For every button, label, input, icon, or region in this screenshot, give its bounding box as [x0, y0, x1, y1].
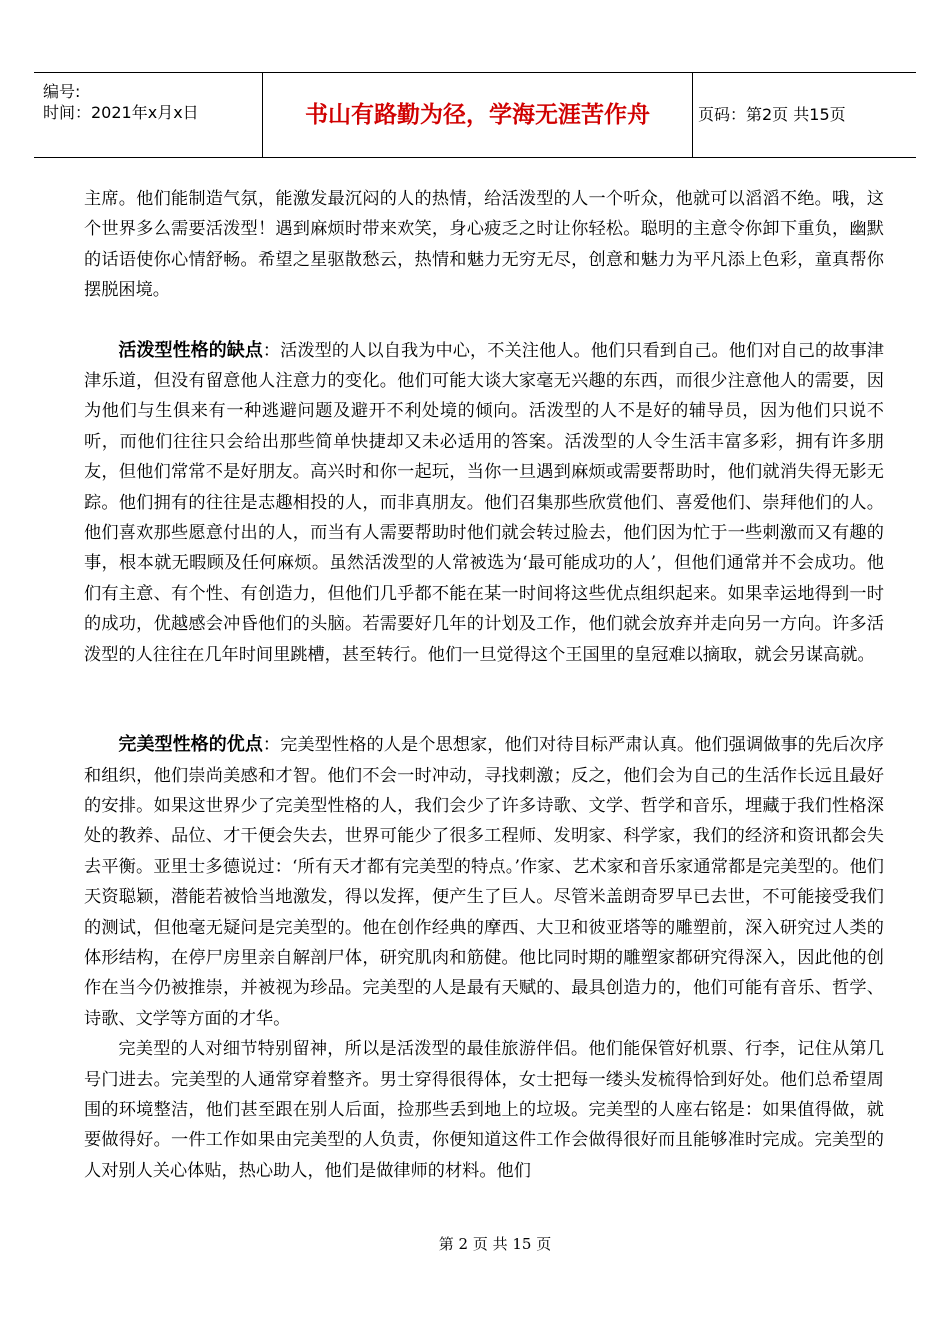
document-body [84, 184, 884, 1186]
section-heading-sanguine-weaknesses: 活泼型性格的缺点 [118, 339, 263, 361]
section-heading-melancholy-strengths: 完美型性格的优点 [118, 734, 263, 756]
paragraph-melancholy-strengths [84, 730, 884, 1034]
page-footer: 第 2 页 共 15 页 [438, 1235, 552, 1253]
document-time-label: 时间：2021年x月x日 [43, 103, 199, 122]
document-header [34, 72, 916, 158]
document-number-label: 编号: [43, 82, 81, 101]
paragraph-intro: 主席。他们能制造气氛，能激发最沉闷的人的热情，给活泼型的人一个听众，他就可以滔滔不绝。哦，这个世界多么需要活泼型！遇到麻烦时带来欢笑，身心疲乏之时让你轻松。聪明的主意令你卸下重负，幽默的话语使你心情舒畅。希望之星驱散愁云，热情和魅力无穷无尽，创意和魅力为平凡添上色彩，童真帮你摆脱困境。 [84, 189, 884, 301]
header-meta-cell [34, 73, 263, 157]
paragraph-text: ：活泼型的人以自我为中心，不关注他人。他们只看到自己。他们对自己的故事津津乐道，但没有留意他人注意力的变化。他们可能大谈大家毫无兴趣的东西，而很少注意他人的需要，因为他们与生俱来有一种逃避问题及避开不利处境的倾向。活泼型的人不是好的辅导员，因为他们只说不听，而他们往往只会给出那些简单快捷却又未必适用的答案。活泼型的人令生活丰富多彩，拥有许多朋友，但他们常常不是好朋友。高兴时和你一起玩，当你一旦遇到麻烦或需要帮助时，他们就消失得无影无踪。他们拥有的往往是志趣相投的人，而非真朋友。他们召集那些欣赏他们、喜爱他们、崇拜他们的人。他们喜欢那些愿意付出的人，而当有人需要帮助时他们就会转过脸去，他们因为忙于一些刺激而又有趣的事，根本就无暇顾及任何麻烦。虽然活泼型的人常被选为‘最可能成功的人’，但他们通常并不会成功。他们有主意、有个性、有创造力，但他们几乎都不能在某一时间将这些优点组织起来。如果幸运地得到一时的成功，优越感会冲昏他们的头脑。若需要好几年的计划及工作，他们就会放弃并走向另一方向。许多活泼型的人往往在几年时间里跳槽，甚至转行。他们一旦觉得这个王国里的皇冠难以摘取，就会另谋高就。 [84, 340, 884, 665]
paragraph-melancholy-details: 完美型的人对细节特别留神，所以是活泼型的最佳旅游伴侣。他们能保管好机票、行李，记住从第几号门进去。完美型的人通常穿着整齐。男士穿得很得体，女士把每一缕头发梳得恰到好处。他们总希望周围的环境整洁，他们甚至跟在别人后面，捡那些丢到地上的垃圾。完美型的人座右铭是：如果值得做，就要做得好。一件工作如果由完美型的人负责，你便知道这件工作会做得很好而且能够准时完成。完美型的人对别人关心体贴，热心助人，他们是做律师的材料。他们 [84, 1039, 884, 1181]
header-motto: 书山有路勤为径，学海无涯苦作舟 [263, 73, 693, 157]
header-page-number: 页码：第2页 共15页 [698, 105, 846, 124]
paragraph-sanguine-weaknesses [84, 336, 884, 670]
paragraph-text: ：完美型性格的人是个思想家，他们对待目标严肃认真。他们强调做事的先后次序和组织，他们崇尚美感和才智。他们不会一时冲动，寻找刺激；反之，他们会为自己的生活作长远且最好的安排。如果这世界少了完美型性格的人，我们会少了许多诗歌、文学、哲学和音乐，埋藏于我们性格深处的教养、品位、才干便会失去，世界可能少了很多工程师、发明家、科学家，我们的经济和资讯都会失去平衡。亚里士多德说过：‘所有天才都有完美型的特点。’作家、艺术家和音乐家通常都是完美型的。他们天资聪颖，潜能若被恰当地激发，得以发挥，便产生了巨人。尽管米盖朗奇罗早已去世，不可能接受我们的测试，但他毫无疑问是完美型的。他在创作经典的摩西、大卫和彼亚塔等的雕塑前，深入研究过人类的体形结构，在停尸房里亲自解剖尸体，研究肌肉和筋健。他比同时期的雕塑家都研究得深入，因此他的创作在当今仍被推崇，并被视为珍品。完美型的人是最有天赋的、最具创造力的，他们可能有音乐、哲学、诗歌、文学等方面的才华。 [84, 735, 884, 1029]
